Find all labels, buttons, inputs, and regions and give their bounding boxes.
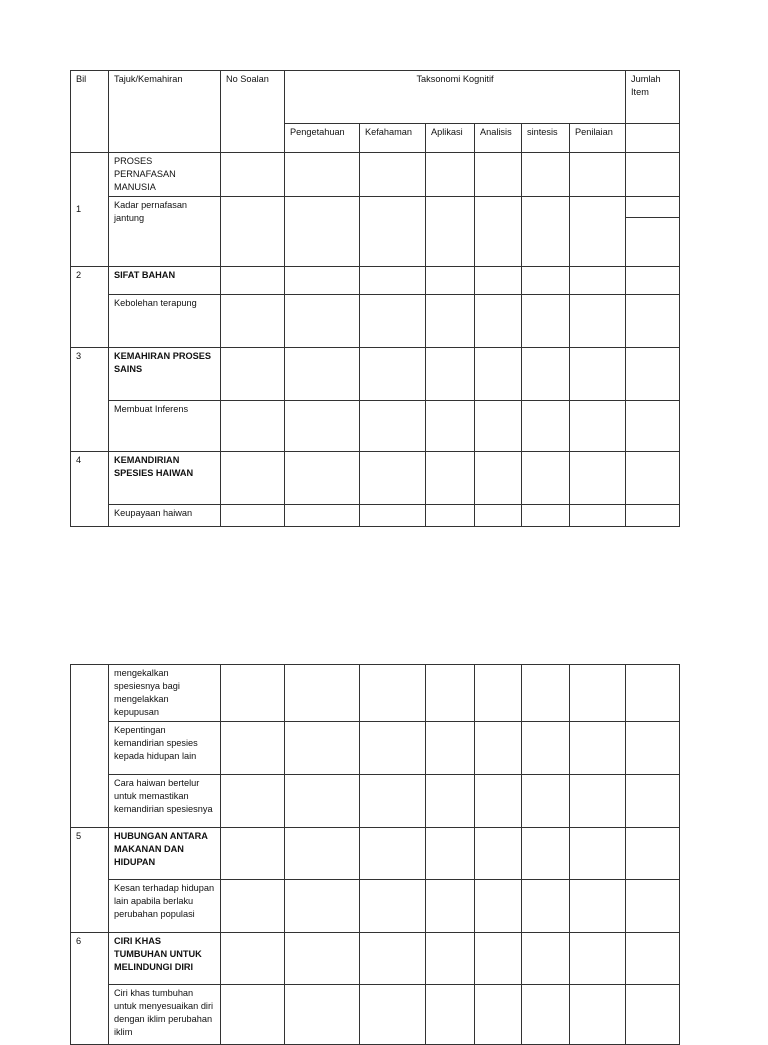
cell bbox=[626, 197, 680, 218]
cell bbox=[570, 153, 626, 197]
subtopic: Kepentingan kemandirian spesies kepada hidupan lain bbox=[109, 722, 221, 775]
cell bbox=[626, 985, 680, 1045]
header-tajuk: Tajuk/Kemahiran bbox=[109, 71, 221, 153]
cell bbox=[221, 348, 285, 401]
cell bbox=[570, 775, 626, 828]
subtopic: Kebolehan terapung bbox=[109, 295, 221, 348]
cell bbox=[475, 153, 522, 197]
level-aplikasi: Aplikasi bbox=[426, 124, 475, 153]
subtopic: mengekalkan spesiesnya bagi mengelakkan kepupusan bbox=[109, 665, 221, 722]
level-pengetahuan: Pengetahuan bbox=[285, 124, 360, 153]
cell bbox=[522, 452, 570, 505]
cell bbox=[360, 267, 426, 295]
table-row bbox=[71, 197, 680, 218]
cell bbox=[426, 197, 475, 267]
cell bbox=[360, 880, 426, 933]
table-row bbox=[71, 295, 680, 348]
cell bbox=[522, 348, 570, 401]
cell bbox=[626, 828, 680, 880]
header-bil: Bil bbox=[71, 71, 109, 153]
cell bbox=[285, 197, 360, 267]
cell bbox=[426, 153, 475, 197]
table-row bbox=[71, 880, 680, 933]
topic-title: PROSES PERNAFASAN MANUSIA bbox=[109, 153, 221, 197]
cell bbox=[626, 267, 680, 295]
cell bbox=[522, 880, 570, 933]
table-row bbox=[71, 348, 680, 401]
cell bbox=[475, 452, 522, 505]
cell bbox=[626, 452, 680, 505]
table-row bbox=[71, 401, 680, 452]
cell bbox=[475, 828, 522, 880]
cell bbox=[522, 153, 570, 197]
cell bbox=[626, 295, 680, 348]
table-row bbox=[71, 775, 680, 828]
cell bbox=[221, 985, 285, 1045]
row-number: 1 bbox=[71, 153, 109, 267]
cell bbox=[570, 267, 626, 295]
cell bbox=[221, 452, 285, 505]
cell bbox=[285, 295, 360, 348]
cell bbox=[522, 828, 570, 880]
cell bbox=[285, 505, 360, 527]
cell bbox=[522, 295, 570, 348]
table-row bbox=[71, 267, 680, 295]
cell bbox=[475, 880, 522, 933]
cell bbox=[360, 348, 426, 401]
subtopic: Kesan terhadap hidupan lain apabila berlaku perubahan populasi bbox=[109, 880, 221, 933]
cell bbox=[475, 933, 522, 985]
cell bbox=[522, 775, 570, 828]
cell bbox=[570, 828, 626, 880]
cell bbox=[221, 505, 285, 527]
cell bbox=[285, 880, 360, 933]
cell bbox=[426, 775, 475, 828]
jumlah-cell bbox=[626, 124, 680, 153]
cell bbox=[360, 828, 426, 880]
cell bbox=[475, 295, 522, 348]
level-penilaian: Penilaian bbox=[570, 124, 626, 153]
cell bbox=[570, 880, 626, 933]
topic-title: KEMAHIRAN PROSES SAINS bbox=[109, 348, 221, 401]
cell bbox=[285, 348, 360, 401]
row-number: 2 bbox=[71, 267, 109, 348]
level-analisis: Analisis bbox=[475, 124, 522, 153]
header-taksonomi: Taksonomi Kognitif bbox=[285, 71, 626, 124]
topic-title: HUBUNGAN ANTARA MAKANAN DAN HIDUPAN bbox=[109, 828, 221, 880]
cell bbox=[221, 401, 285, 452]
cell bbox=[426, 401, 475, 452]
cell bbox=[285, 452, 360, 505]
level-sintesis: sintesis bbox=[522, 124, 570, 153]
cell bbox=[475, 665, 522, 722]
cell bbox=[522, 401, 570, 452]
cell bbox=[426, 933, 475, 985]
cell bbox=[285, 828, 360, 880]
cell bbox=[522, 505, 570, 527]
cell bbox=[360, 452, 426, 505]
cell bbox=[360, 295, 426, 348]
cell bbox=[570, 985, 626, 1045]
cell bbox=[475, 267, 522, 295]
cell bbox=[426, 665, 475, 722]
table-row bbox=[71, 505, 680, 527]
table-row bbox=[71, 985, 680, 1045]
cell bbox=[570, 348, 626, 401]
subtopic: Cara haiwan bertelur untuk memastikan kemandirian spesiesnya bbox=[109, 775, 221, 828]
cell bbox=[285, 775, 360, 828]
subtopic: Ciri khas tumbuhan untuk menyesuaikan diri dengan iklim perubahan iklim bbox=[109, 985, 221, 1045]
row-number: 3 bbox=[71, 348, 109, 452]
header-jumlah: Jumlah Item bbox=[626, 71, 680, 124]
cell bbox=[475, 197, 522, 267]
cell bbox=[626, 880, 680, 933]
cell bbox=[522, 985, 570, 1045]
cell bbox=[360, 153, 426, 197]
cell bbox=[475, 985, 522, 1045]
cell bbox=[626, 505, 680, 527]
row-number: 5 bbox=[71, 828, 109, 933]
subtopic: Kadar pernafasan jantung bbox=[109, 197, 221, 267]
cell bbox=[475, 401, 522, 452]
cell bbox=[285, 722, 360, 775]
cell bbox=[475, 775, 522, 828]
cell bbox=[475, 722, 522, 775]
table-row bbox=[71, 153, 680, 197]
cell bbox=[426, 295, 475, 348]
cell bbox=[626, 722, 680, 775]
cell bbox=[360, 985, 426, 1045]
cell bbox=[570, 295, 626, 348]
cell bbox=[522, 722, 570, 775]
level-kefahaman: Kefahaman bbox=[360, 124, 426, 153]
cell bbox=[426, 452, 475, 505]
cell bbox=[285, 985, 360, 1045]
table-row bbox=[71, 828, 680, 880]
cell bbox=[626, 348, 680, 401]
cell bbox=[221, 153, 285, 197]
row-number: 4 bbox=[71, 452, 109, 527]
table-row bbox=[71, 452, 680, 505]
cell bbox=[426, 828, 475, 880]
cell bbox=[221, 267, 285, 295]
cell bbox=[360, 505, 426, 527]
cell bbox=[626, 665, 680, 722]
cell bbox=[221, 295, 285, 348]
cell bbox=[570, 452, 626, 505]
cell bbox=[570, 505, 626, 527]
cell bbox=[426, 722, 475, 775]
cell bbox=[522, 933, 570, 985]
topic-title: SIFAT BAHAN bbox=[109, 267, 221, 295]
subtopic: Keupayaan haiwan bbox=[109, 505, 221, 527]
cell bbox=[626, 153, 680, 197]
cell bbox=[285, 153, 360, 197]
cell bbox=[221, 722, 285, 775]
header-row-1 bbox=[71, 71, 680, 124]
cell bbox=[426, 985, 475, 1045]
cell bbox=[360, 933, 426, 985]
cell bbox=[360, 722, 426, 775]
cell bbox=[360, 665, 426, 722]
table-row bbox=[71, 933, 680, 985]
cell bbox=[522, 267, 570, 295]
cell bbox=[522, 197, 570, 267]
table-row bbox=[71, 665, 680, 722]
cell bbox=[626, 775, 680, 828]
cell bbox=[360, 401, 426, 452]
cell bbox=[570, 665, 626, 722]
cell bbox=[221, 880, 285, 933]
table-row bbox=[71, 722, 680, 775]
cell bbox=[285, 665, 360, 722]
cell bbox=[221, 665, 285, 722]
cell bbox=[221, 933, 285, 985]
cell bbox=[426, 267, 475, 295]
row-number-empty bbox=[71, 665, 109, 828]
cell bbox=[626, 933, 680, 985]
exam-specification-table-2 bbox=[70, 664, 680, 1045]
cell bbox=[522, 665, 570, 722]
cell bbox=[475, 505, 522, 527]
header-no-soalan: No Soalan bbox=[221, 71, 285, 153]
cell bbox=[360, 197, 426, 267]
cell bbox=[426, 505, 475, 527]
exam-specification-table-1 bbox=[70, 70, 680, 527]
cell bbox=[360, 775, 426, 828]
topic-title: KEMANDIRIAN SPESIES HAIWAN bbox=[109, 452, 221, 505]
cell bbox=[285, 933, 360, 985]
cell bbox=[475, 348, 522, 401]
cell bbox=[426, 880, 475, 933]
cell bbox=[570, 197, 626, 267]
cell bbox=[221, 775, 285, 828]
cell bbox=[221, 197, 285, 267]
cell bbox=[426, 348, 475, 401]
cell bbox=[285, 401, 360, 452]
subtopic: Membuat Inferens bbox=[109, 401, 221, 452]
cell bbox=[570, 933, 626, 985]
row-number: 6 bbox=[71, 933, 109, 1045]
cell bbox=[570, 401, 626, 452]
cell bbox=[221, 828, 285, 880]
topic-title: CIRI KHAS TUMBUHAN UNTUK MELINDUNGI DIRI bbox=[109, 933, 221, 985]
cell bbox=[570, 722, 626, 775]
cell bbox=[626, 401, 680, 452]
cell bbox=[285, 267, 360, 295]
cell bbox=[626, 218, 680, 267]
